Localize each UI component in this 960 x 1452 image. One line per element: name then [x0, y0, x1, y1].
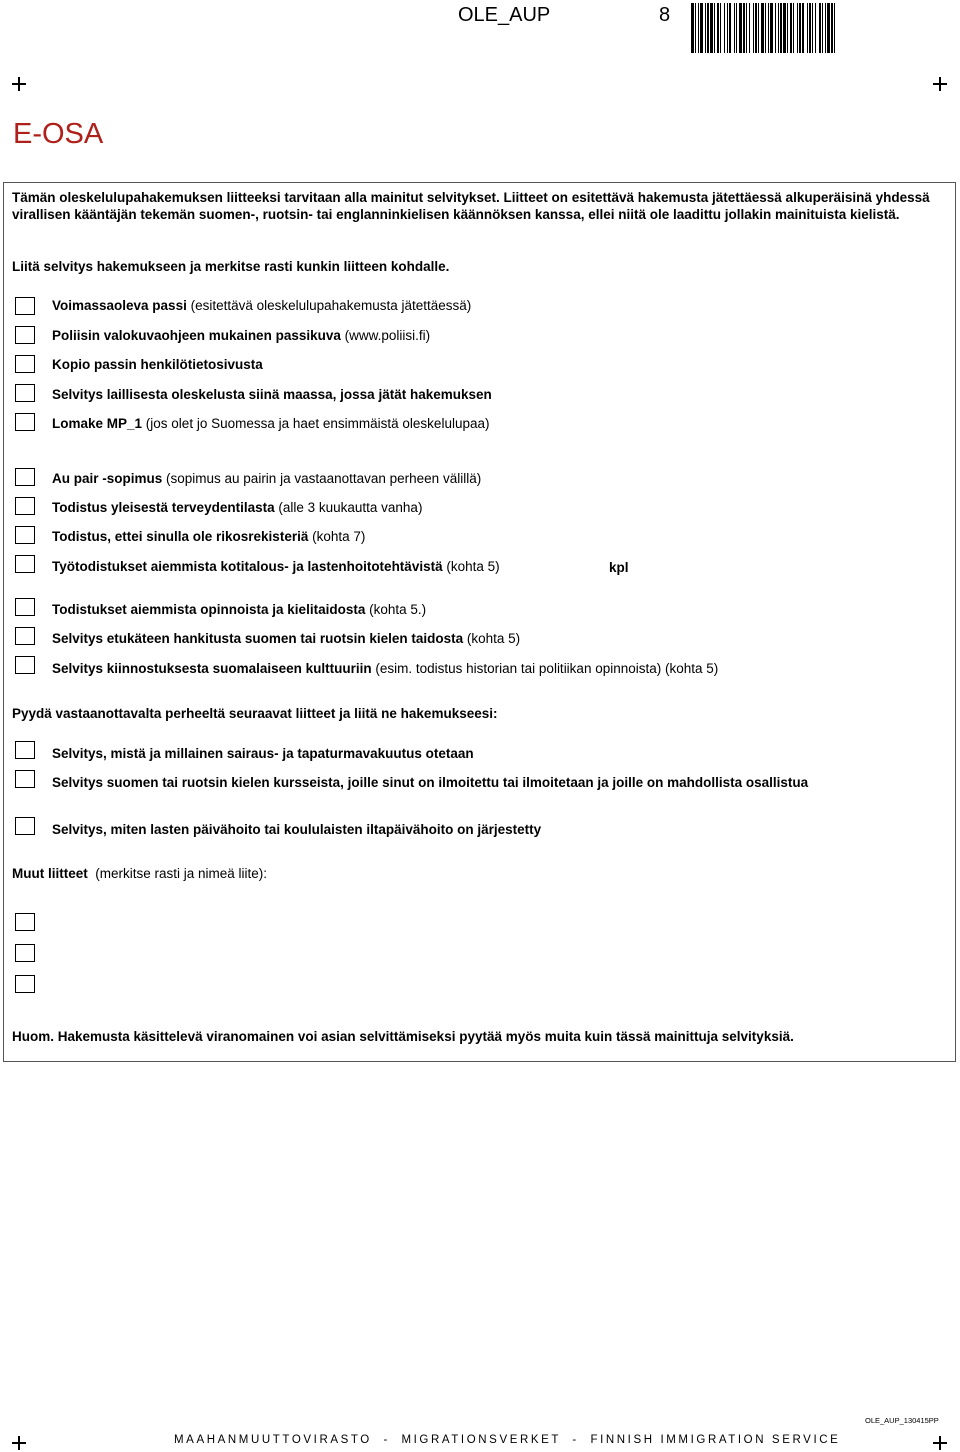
checkbox-language-courses[interactable]: [15, 770, 35, 788]
checkbox-study-certificates[interactable]: [15, 598, 35, 616]
instruction-text: Liitä selvitys hakemukseen ja merkitse rasti kunkin liitteen kohdalle.: [12, 259, 450, 274]
item-language-skill: Selvitys etukäteen hankitusta suomen tai ruotsin kielen taidosta (kohta 5): [52, 631, 521, 646]
checkbox-other-1[interactable]: [15, 913, 35, 931]
kpl-label: kpl: [609, 560, 629, 575]
item-insurance: Selvitys, mistä ja millainen sairaus- ja tapaturmavakuutus otetaan: [52, 746, 474, 761]
item-culture-interest: Selvitys kiinnostuksesta suomalaiseen kulttuuriin (esim. todistus historian tai politiikan opinnoista) (kohta 5): [52, 661, 719, 676]
checkbox-passport[interactable]: [15, 297, 35, 315]
intro-text: Tämän oleskelulupahakemuksen liitteeksi tarvitaan alla mainitut selvitykset. Liitteet on esitettävä hakemusta jätettäessä alkuperäisinä yhdessä virallisen kääntäjän tekemän suomen-, ruotsin- tai englanninkielisen käännöksen kanssa, ellei niitä ole laadittu jollakin mainituista kielistä.: [12, 190, 930, 222]
attachments-frame: [3, 182, 956, 1062]
registration-mark-icon: [12, 1436, 26, 1450]
registration-mark-icon: [12, 77, 26, 91]
checkbox-legal-residence[interactable]: [15, 384, 35, 402]
form-code: OLE_AUP: [458, 4, 551, 26]
other-attachments-heading: Muut liitteet (merkitse rasti ja nimeä liite):: [12, 866, 268, 881]
checkbox-passport-copy[interactable]: [15, 355, 35, 373]
item-study-certificates: Todistukset aiemmista opinnoista ja kielitaidosta (kohta 5.): [52, 602, 427, 617]
registration-mark-icon: [933, 77, 947, 91]
section-title: E-OSA: [13, 118, 104, 150]
note-text: Huom. Hakemusta käsittelevä viranomainen voi asian selvittämiseksi pyytää myös muita kuin tässä mainittuja selvityksiä.: [12, 1029, 794, 1044]
registration-mark-icon: [933, 1436, 947, 1450]
item-legal-residence: Selvitys laillisesta oleskelusta siinä maassa, jossa jätät hakemuksen: [52, 387, 492, 402]
checkbox-au-pair-contract[interactable]: [15, 468, 35, 486]
item-form-mp1: Lomake MP_1 (jos olet jo Suomessa ja haet ensimmäistä oleskelulupaa): [52, 416, 490, 431]
item-passport: Voimassaoleva passi (esitettävä oleskelulupahakemusta jätettäessä): [52, 298, 472, 313]
item-work-certificates: Työtodistukset aiemmista kotitalous- ja lastenhoitotehtävistä (kohta 5): [52, 559, 500, 574]
checkbox-language-skill[interactable]: [15, 627, 35, 645]
item-childcare: Selvitys, miten lasten päivähoito tai koululaisten iltapäivähoito on järjestetty: [52, 822, 542, 837]
checkbox-childcare[interactable]: [15, 817, 35, 835]
item-passport-copy: Kopio passin henkilötietosivusta: [52, 357, 263, 372]
checkbox-criminal-record[interactable]: [15, 526, 35, 544]
host-family-heading: Pyydä vastaanottavalta perheeltä seuraavat liitteet ja liitä ne hakemukseesi:: [12, 706, 498, 721]
page-number: 8: [659, 4, 671, 26]
item-photo: Poliisin valokuvaohjeen mukainen passikuva (www.poliisi.fi): [52, 328, 431, 343]
checkbox-other-2[interactable]: [15, 944, 35, 962]
checkbox-form-mp1[interactable]: [15, 413, 35, 431]
checkbox-other-3[interactable]: [15, 975, 35, 993]
item-au-pair-contract: Au pair -sopimus (sopimus au pairin ja vastaanottavan perheen välillä): [52, 471, 482, 486]
item-language-courses: Selvitys suomen tai ruotsin kielen kursseista, joille sinut on ilmoitettu tai ilmoitetaan ja joille on mahdollista osallistua: [52, 775, 809, 790]
item-health-certificate: Todistus yleisestä terveydentilasta (alle 3 kuukautta vanha): [52, 500, 423, 515]
checkbox-culture-interest[interactable]: [15, 656, 35, 674]
item-criminal-record: Todistus, ettei sinulla ole rikosrekisteriä (kohta 7): [52, 529, 366, 544]
document-code: OLE_AUP_130415PP: [865, 1416, 939, 1425]
checkbox-health-certificate[interactable]: [15, 497, 35, 515]
agency-footer: MAAHANMUUTTOVIRASTO - MIGRATIONSVERKET - FINNISH IMMIGRATION SERVICE: [174, 1434, 841, 1446]
checkbox-photo[interactable]: [15, 326, 35, 344]
checkbox-work-certificates[interactable]: [15, 555, 35, 573]
barcode-icon: [691, 3, 949, 53]
checkbox-insurance[interactable]: [15, 741, 35, 759]
